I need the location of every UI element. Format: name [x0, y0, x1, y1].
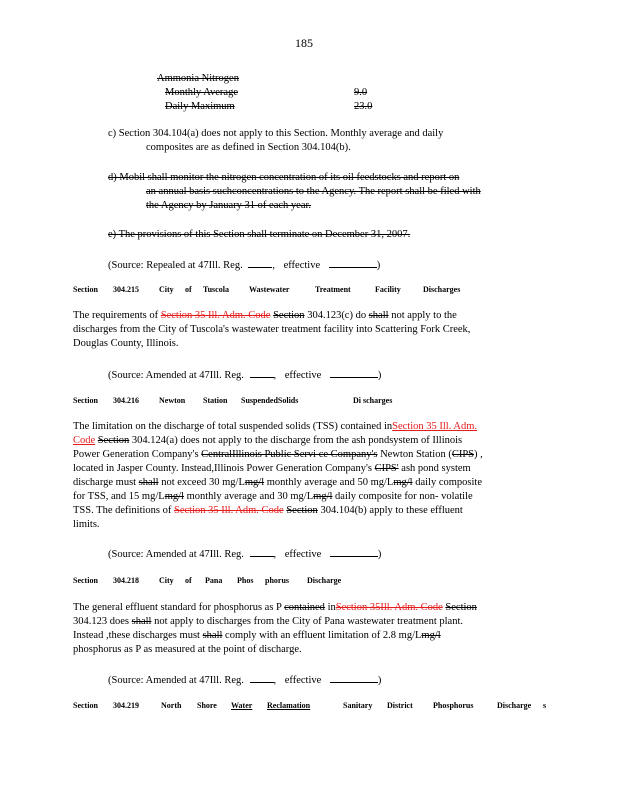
sec218-line1 [73, 602, 477, 613]
hdr-word: Wastewater [249, 285, 290, 294]
hdr-word: Section [73, 285, 98, 294]
red-insert: Section 35 Ill. Adm. Code [174, 505, 284, 516]
effective-blank [330, 672, 378, 683]
hdr-word: 304.216 [113, 396, 139, 405]
text-run: located in Jasper County. Instead,Illinois Power Generation Company's [73, 463, 375, 474]
text-run: 304.124(a) does not apply to the discharge from the ash pondsystem of Illinois [129, 435, 463, 446]
text-run: The requirements of [73, 310, 161, 321]
hdr-word: Section [73, 576, 98, 585]
red-insert: Section 35 Ill. Adm. [392, 421, 478, 432]
hdr-word: Discharge [497, 701, 532, 710]
sec216-line3 [73, 449, 483, 460]
hdr-word: Water [231, 701, 253, 710]
text-run: not apply to the [388, 310, 457, 321]
sec216-line8: limits. [73, 519, 100, 530]
hdr-word: Reclamation [267, 701, 311, 710]
strike-run: shall [138, 477, 159, 488]
strike-run: Section [97, 435, 130, 446]
text-run: Instead ,these discharges must [73, 630, 203, 641]
strike-run: shall [202, 630, 223, 641]
text-run: in [324, 602, 336, 613]
text-run: not apply to discharges from the City of Pana wastewater treatment plant. [151, 616, 463, 627]
hdr-word: of [185, 285, 192, 294]
monthly-average-label: Monthly Average [165, 87, 238, 98]
effective-blank [329, 257, 377, 268]
hdr-word: 304.215 [113, 285, 139, 294]
text-run: ash pond system [398, 463, 471, 474]
hdr-word: District [387, 701, 413, 710]
hdr-word: Newton [159, 396, 186, 405]
source-amended-3: (Source: Amended at 47Ill. Reg. , effective ) [108, 672, 381, 686]
sec216-line4 [73, 463, 471, 474]
section-218-header [73, 576, 341, 585]
hdr-word: North [161, 701, 182, 710]
sec215-line2: discharges from the City of Tuscola's wastewater treatment facility into Scattering Fork Creek, [73, 324, 471, 335]
hdr-word: s [543, 701, 547, 710]
sec216-line6 [73, 491, 473, 502]
text-run: ) , [474, 449, 483, 460]
text-run: Newton Station ( [377, 449, 452, 460]
hdr-word: Facility [375, 285, 401, 294]
reg-blank [248, 257, 272, 268]
daily-maximum-value: 23.0 [354, 101, 373, 112]
strike-run: mg/l [244, 477, 265, 488]
text-run: daily composite [412, 477, 482, 488]
hdr-word: 304.219 [113, 701, 139, 710]
red-insert: Section 35Ill. Adm. Code [335, 602, 443, 613]
text-run: monthly average and 50 mg/L [264, 477, 394, 488]
sec218-line2 [73, 616, 463, 627]
hdr-word: Station [203, 396, 228, 405]
sec215-line1 [73, 310, 457, 321]
text-run: The limitation on the discharge of total suspended solids (TSS) contained in [73, 421, 393, 432]
strike-run: mg/l [164, 491, 184, 502]
section-219-header [73, 701, 546, 710]
text-run: for TSS, and 15 mg/L [73, 491, 165, 502]
effective-label: effective [284, 675, 322, 686]
effective-label: effective [284, 370, 322, 381]
source-text: (Source: Amended at 47Ill. Reg. [108, 549, 244, 560]
hdr-word: Di scharges [353, 396, 393, 405]
source-repealed: (Source: Repealed at 47Ill. Reg. , effective ) [108, 257, 380, 271]
sec216-line7 [73, 505, 463, 516]
item-d-line3: the Agency by January 31 of each year. [146, 200, 312, 211]
strike-run: mg/l [313, 491, 333, 502]
source-amended-2: (Source: Amended at 47Ill. Reg. , effective ) [108, 546, 381, 560]
effective-label: effective [283, 260, 321, 271]
hdr-word: 304.218 [113, 576, 139, 585]
hdr-word: Discharge [307, 576, 342, 585]
hdr-word: Section [73, 396, 98, 405]
red-insert: Section 35 Ill. Adm. Code [160, 310, 271, 321]
text-run: monthly average and 30 mg/L [183, 491, 314, 502]
red-insert: Code [73, 435, 96, 446]
strike-run: CIPS' [374, 463, 399, 474]
section-216-header [73, 396, 392, 405]
source-text: (Source: Repealed at 47Ill. Reg. [108, 260, 243, 271]
strike-run: CentralIllinois Public Servi ce Company's [201, 449, 378, 460]
source-text: (Source: Amended at 47Ill. Reg. [108, 370, 244, 381]
sec216-line5 [73, 477, 482, 488]
item-d-line2: an annual basis suchconcentrations to the Agency. The report shall be filed with [146, 186, 481, 197]
strike-run: mg/l [421, 630, 441, 641]
hdr-word: SuspendedSolids [241, 396, 299, 405]
hdr-word: Shore [197, 701, 217, 710]
strike-run: Section [286, 505, 318, 516]
effective-label: effective [284, 549, 322, 560]
page-number: 185 [295, 36, 313, 50]
strike-run: Section [445, 602, 477, 613]
sec215-line3: Douglas County, Illinois. [73, 338, 179, 349]
reg-blank [250, 672, 274, 683]
effective-blank [330, 546, 378, 557]
hdr-word: Section [73, 701, 98, 710]
text-run: 304.123(c) do [304, 310, 367, 321]
text-run: comply with an effluent limitation of 2.8 mg/L [222, 630, 422, 641]
hdr-word: Pana [205, 576, 223, 585]
sec218-line3 [73, 630, 441, 641]
strike-run: shall [131, 616, 152, 627]
strike-run: mg/l [393, 477, 413, 488]
sec216-line2 [73, 435, 462, 446]
text-run: discharge must [73, 477, 139, 488]
daily-maximum-label: Daily Maximum [165, 101, 235, 112]
strike-run: Section [273, 310, 305, 321]
strike-run: shall [368, 310, 389, 321]
text-run: TSS. The definitions of [73, 505, 175, 516]
section-215-header [73, 285, 460, 294]
hdr-word: Tuscola [203, 285, 229, 294]
source-amended-1: (Source: Amended at 47Ill. Reg. , effective ) [108, 367, 381, 381]
text-run: 304.104(b) apply to these effluent [317, 505, 463, 516]
item-c-line1: c) Section 304.104(a) does not apply to this Section. Monthly average and daily [108, 128, 444, 139]
hdr-word: of [185, 576, 192, 585]
item-c-line2: composites are as defined in Section 304.104(b). [146, 142, 351, 153]
monthly-average-value: 9.0 [354, 87, 368, 98]
item-d-line1: d) Mobil shall monitor the nitrogen concentration of its oil feedstocks and report on [108, 172, 460, 183]
text-run: 304.123 does [73, 616, 132, 627]
source-text: (Source: Amended at 47Ill. Reg. [108, 675, 244, 686]
reg-blank [250, 367, 274, 378]
text-run: daily composite for non- volatile [332, 491, 473, 502]
text-run: The general effluent standard for phosphorus as P [73, 602, 285, 613]
ammonia-nitrogen-title: Ammonia Nitrogen [157, 73, 239, 84]
hdr-word: City [159, 285, 174, 294]
reg-blank [250, 546, 274, 557]
hdr-word: Discharges [423, 285, 461, 294]
effective-blank [330, 367, 378, 378]
sec216-line1 [73, 421, 477, 432]
hdr-word: Phos [237, 576, 254, 585]
hdr-word: City [159, 576, 174, 585]
hdr-word: Sanitary [343, 701, 373, 710]
item-e-line1: e) The provisions of this Section shall terminate on December 31, 2007. [108, 229, 411, 240]
text-run: Power Generation Company's [73, 449, 202, 460]
strike-run: CIPS [451, 449, 475, 460]
hdr-word: phorus [265, 576, 290, 585]
text-run: not exceed 30 mg/L [158, 477, 245, 488]
hdr-word: Phosphorus [433, 701, 474, 710]
sec218-line4: phosphorus as P as measured at the point of discharge. [73, 644, 302, 655]
strike-run: contained [284, 602, 325, 613]
hdr-word: Treatment [315, 285, 351, 294]
